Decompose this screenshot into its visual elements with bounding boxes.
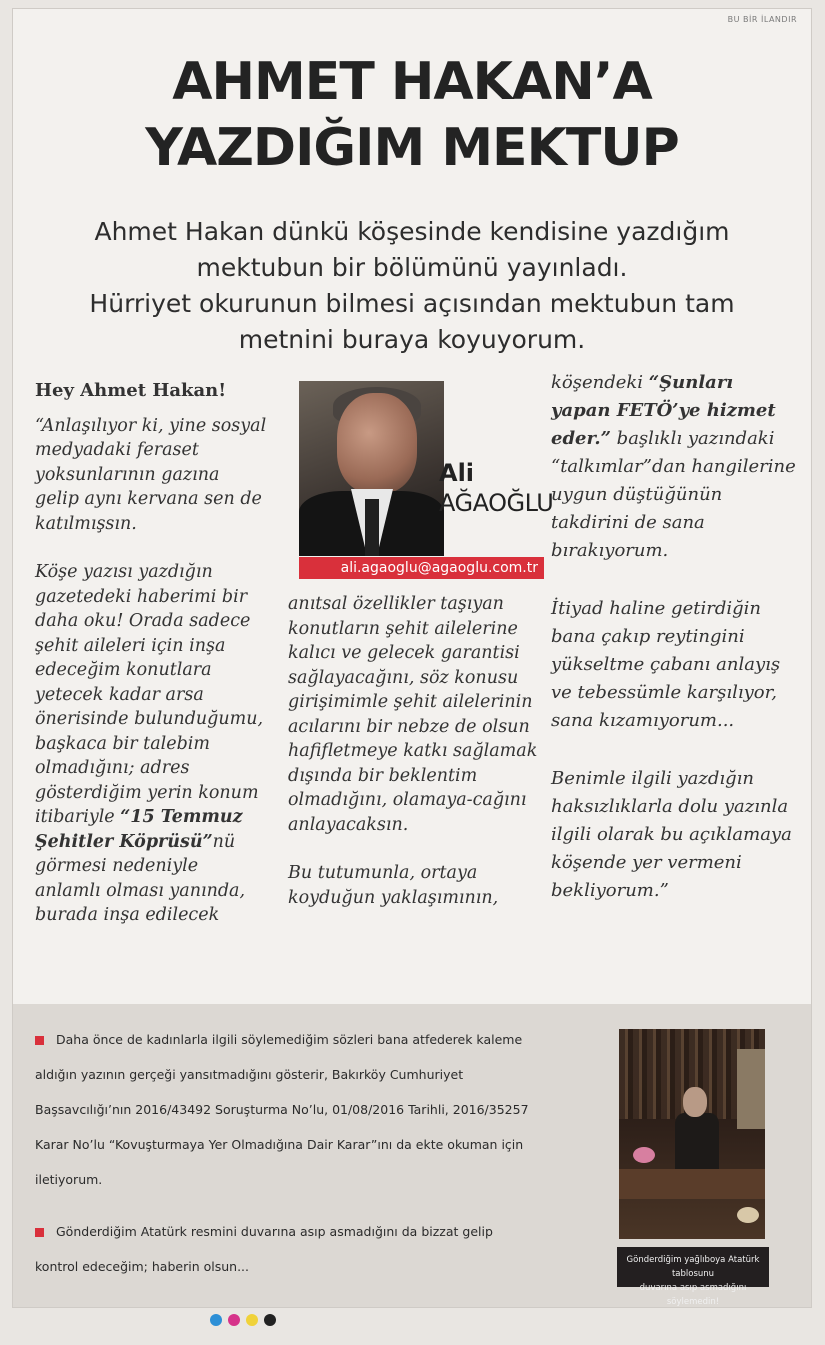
photo-desk	[619, 1169, 765, 1199]
author-last-name: AĞAOĞLU	[439, 489, 554, 517]
author-first-name: Ali	[439, 459, 475, 487]
letter-paragraph	[551, 369, 796, 565]
note-2	[35, 1214, 595, 1284]
ataturk-painting-photo	[619, 1029, 765, 1239]
letter-column-2	[288, 592, 538, 910]
ataturk-painting-block	[607, 1019, 767, 1307]
headline-line-2: YAZDIĞIM MEKTUP	[145, 118, 679, 178]
photo-figure-head	[683, 1087, 707, 1117]
letter-paragraph	[35, 560, 267, 928]
note-text: iletiyorum.	[35, 1172, 103, 1187]
headline	[13, 49, 811, 181]
author-photo-block	[299, 381, 554, 579]
bridge-name-emphasis: “15 Temmuz Şehitler Köprüsü”	[35, 807, 243, 852]
letter-text: nü görmesi nedeniyle anlamlı olması yanında, burada inşa edilecek	[35, 831, 246, 925]
letter-text: köşendeki	[551, 372, 649, 393]
painting-caption	[617, 1247, 769, 1307]
photo-flowers	[633, 1147, 655, 1163]
letter-paragraph: Bu tutumunla, ortaya koyduğun yaklaşımının,	[288, 863, 499, 908]
red-bullet-icon	[35, 1036, 44, 1045]
lead-line-3: Hürriyet okurunun bilmesi açısından mektubun tam	[89, 289, 735, 318]
magenta-dot-icon	[228, 1314, 240, 1326]
ad-label: BU BİR İLANDIR	[727, 15, 797, 24]
caption-line-2: duvarına asıp asmadığını söylemedin!	[639, 1283, 747, 1307]
cyan-dot-icon	[210, 1314, 222, 1326]
caption-line-1: Gönderdiğim yağlıboya Atatürk tablosunu	[626, 1255, 760, 1279]
letter-column-3	[551, 369, 796, 905]
photo-tie	[365, 499, 379, 556]
letter-paragraph: “Anlaşılıyor ki, yine sosyal medyadaki feraset yoksunlarının gazına gelip aynı kervana sen de katılmışsın.	[35, 415, 267, 534]
photo-window	[737, 1049, 765, 1129]
note-text: Karar No’lu “Kovuşturmaya Yer Olmadığına Dair Karar”ını da ekte okuman için	[35, 1137, 524, 1152]
black-dot-icon	[264, 1314, 276, 1326]
headline-line-1: AHMET HAKAN’A	[172, 52, 652, 112]
lead-line-4: metnini buraya koyuyorum.	[238, 325, 586, 354]
author-email[interactable]: ali.agaoglu@agaoglu.com.tr	[299, 557, 544, 579]
note-text: Daha önce de kadınlarla ilgili söylemediğim sözleri bana atfederek kaleme	[56, 1032, 523, 1047]
newspaper-page	[12, 8, 812, 1308]
photo-dog	[737, 1207, 759, 1223]
letter-text: Köşe yazısı yazdığın gazetedeki haberimi bir daha oku! Orada sadece şehit aileleri için inşa edeceğim konutlara yetecek kadar arsa önerisinde bulunduğumu, başkaca bir talebim olmadığını; adres gösterdiğim yerin konum itibariyle	[35, 562, 264, 827]
note-text: kontrol edeceğim; haberin olsun...	[35, 1259, 249, 1274]
letter-paragraph: Benimle ilgili yazdığın haksızlıklarla dolu yazınla ilgili olarak bu açıklamaya köşende yer vermeni bekliyorum.”	[551, 768, 792, 901]
red-bullet-icon	[35, 1228, 44, 1237]
note-text: Gönderdiğim Atatürk resmini duvarına asıp asmadığını da bizzat gelip	[56, 1224, 493, 1239]
note-text: aldığın yazının gerçeği yansıtmadığını gösterir, Bakırköy Cumhuriyet	[35, 1067, 464, 1082]
note-text: Başsavcılığı’nın 2016/43492 Soruşturma No’lu, 01/08/2016 Tarihli, 2016/35257	[35, 1102, 529, 1117]
lead-line-1: Ahmet Hakan dünkü köşesinde kendisine yazdığım	[94, 217, 730, 246]
note-1	[35, 1022, 595, 1197]
yellow-dot-icon	[246, 1314, 258, 1326]
print-registration-marks	[210, 1311, 282, 1330]
photo-face	[337, 393, 417, 493]
photo-figure-body	[675, 1113, 719, 1169]
lead-paragraph	[43, 214, 781, 358]
author-photo	[299, 381, 444, 556]
letter-greeting: Hey Ahmet Hakan!	[35, 380, 227, 401]
lead-line-2: mektubun bir bölümünü yayınladı.	[196, 253, 628, 282]
letter-column-1	[35, 379, 267, 928]
notes-band	[13, 1004, 811, 1307]
letter-paragraph: anıtsal özellikler taşıyan konutların şehit ailelerine kalıcı ve gelecek garantisi sağlayacağını, söz konusu girişimimle şehit ailelerinin acılarını bir nebze de olsun hafifletmeye katkı sağlamak dışında bir beklentim olmadığını, olamaya-cağını anlayacaksın.	[288, 594, 538, 835]
fetö-quote-emphasis: “Şunları yapan FETÖ’ye hizmet eder.”	[551, 372, 776, 449]
letter-paragraph: İtiyad haline getirdiğin bana çakıp reytingini yükseltme çabanı anlayış ve tebessümle karşılıyor, sana kızamıyorum...	[551, 598, 781, 731]
letter-text: başlıklı yazındaki “talkımlar”dan hangilerine uygun düştüğünün takdirini de sana bırakıyorum.	[551, 428, 796, 561]
